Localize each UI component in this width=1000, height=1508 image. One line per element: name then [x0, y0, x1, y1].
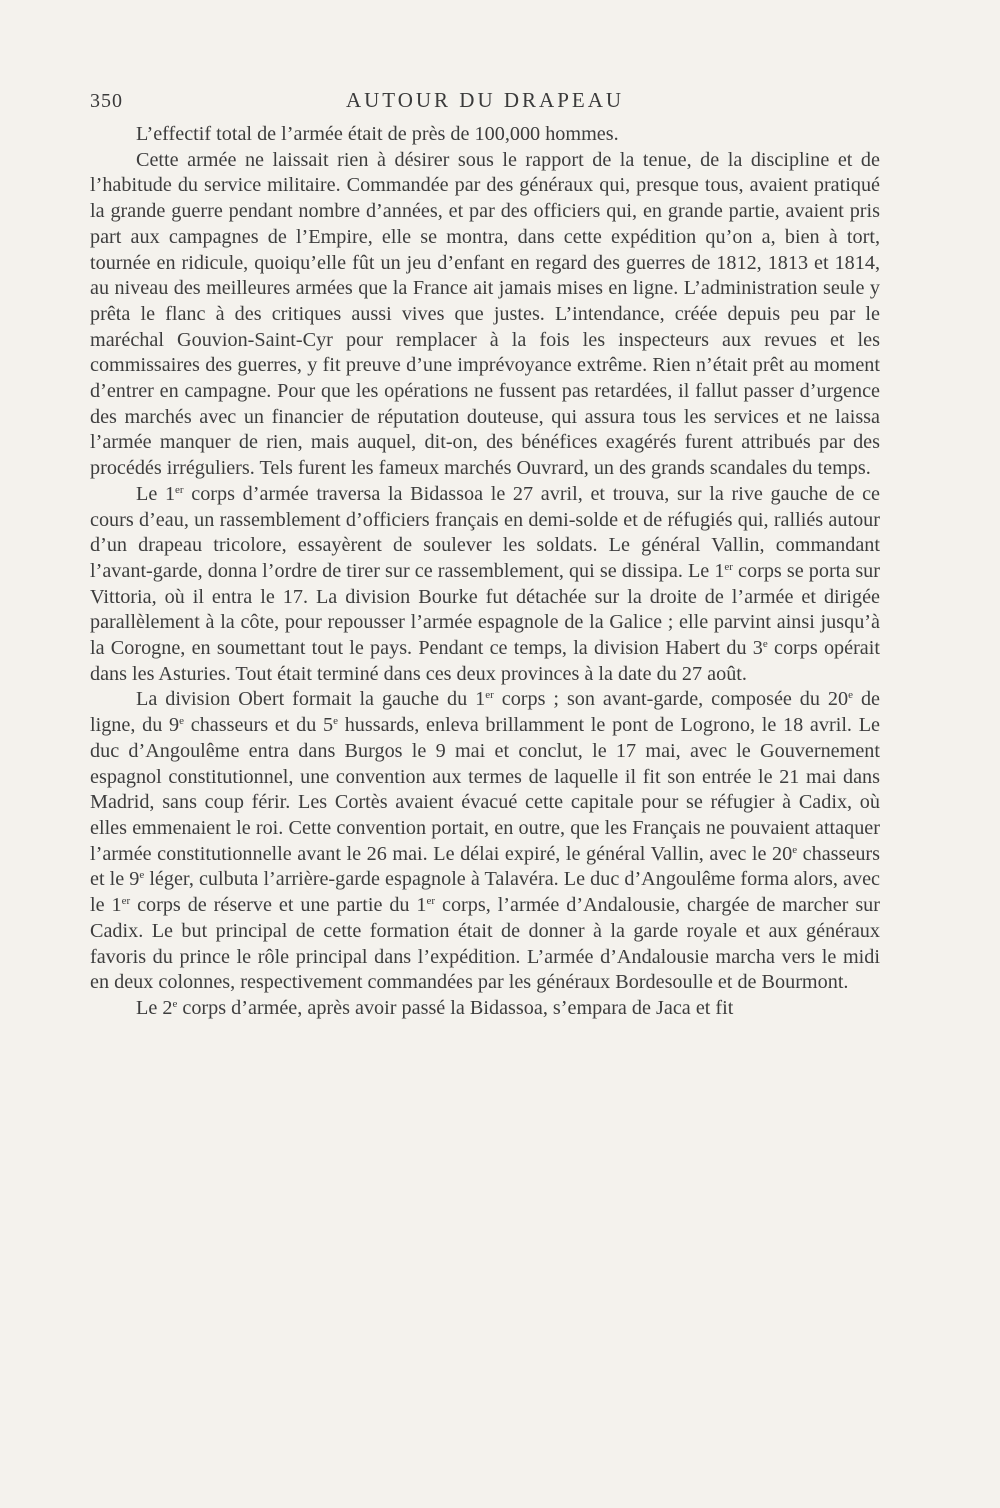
- text-run: corps d’armée, après avoir passé la Bidassoa, s’empara de Jaca et fit: [177, 996, 734, 1019]
- text-run: corps de réserve et une partie du 1: [130, 894, 427, 917]
- ordinal-superscript: er: [485, 689, 494, 702]
- paragraph: [90, 482, 880, 688]
- page-header: [90, 84, 880, 114]
- text-run: Cette armée ne laissait rien à désirer sous le rapport de la tenue, de la discipline et de l’habitude du service militaire. Commandée par des généraux qui, presque tous, avaient pratiqué la grande guerre pendant nombre d’années, et par des officiers qui, en grande partie, avaient pris part aux campagnes de l’Empire, elle se montra, dans cette expédition qu’on a, bien à tort, tournée en ridicule, quoiqu’elle fût un jeu d’enfant en regard des guerres de 1812, 1813 et 1814, au niveau des meilleures armées que la France ait jamais mises en ligne. L’administration seule y prêta le flanc à des critiques aussi vives que justes. L’intendance, créée depuis peu par le maréchal Gouvion-Saint-Cyr pour remplacer à la fois les inspecteurs aux revues et les commissaires des guerres, y fit preuve d’une imprévoyance extrême. Rien n’était prêt au moment d’entrer en campagne. Pour que les opérations ne fussent pas retardées, il fallut passer d’urgence des marchés avec un financier de réputation douteuse, qui assura tous les services et ne laissa l’armée manquer de rien, mais auquel, dit-on, des bénéfices exagérés furent attribués par des procédés irréguliers. Tels furent les fameux marchés Ouvrard, un des grands scandales du temps.: [90, 148, 880, 480]
- text-run: hussards, enleva brillamment le pont de Logrono, le 18 avril. Le duc d’Angoulême entra dans Burgos le 9 mai et conclut, le 17 mai, avec le Gouvernement espagnol constitutionnel, une convention aux termes de laquelle il fit son entrée le 21 mai dans Madrid, sans coup férir. Les Cortès avaient évacué cette capitale pour se réfugier à Cadix, où elles emmenaient le roi. Cette convention portait, en outre, que les Français ne pouvaient attaquer l’armée constitutionnelle avant le 26 mai. Le délai expiré, le général Vallin, avec le 20: [90, 714, 880, 865]
- ordinal-superscript: e: [848, 689, 854, 702]
- text-run: corps d’armée traversa la Bidassoa le 27 avril, et trouva, sur la rive gauche de ce cours d’eau, un rassemblement d’officiers français en demi-solde et de réfugiés qui, ralliés autour d’un drapeau tricolore, essayèrent de soulever les soldats. Le général Vallin, commandant l’avant-garde, donna l’ordre de tirer sur ce rassemblement, qui se dissipa. Le 1: [90, 482, 880, 582]
- ordinal-superscript: er: [175, 483, 184, 496]
- ordinal-superscript: e: [179, 715, 185, 728]
- text-run: chasseurs et le 9: [90, 842, 880, 891]
- ordinal-superscript: e: [333, 715, 338, 728]
- ordinal-superscript: e: [762, 638, 768, 651]
- text-run: La division Obert formait la gauche du 1: [136, 688, 486, 711]
- ordinal-superscript: e: [139, 869, 145, 882]
- text-run: corps ; son avant-garde, composée du 20: [493, 688, 849, 711]
- text-run: corps se porta sur Vittoria, où il entra le 17. La division Bourke fut détachée sur la droite de l’armée et dirigée parallèlement à la côte, pour repousser l’armée espagnole de la Galice ; elle parvint ainsi jusqu’à la Corogne, en soumettant tout le pays. Pendant ce temps, la division Habert du 3: [90, 559, 880, 660]
- paragraph: [90, 996, 880, 1022]
- text-run: léger, culbuta l’arrière-garde espagnole à Talavéra. Le duc d’Angoulême forma alors, avec le 1: [90, 868, 880, 917]
- text-run: de ligne, du 9: [90, 688, 880, 737]
- page-number: 350: [90, 90, 123, 112]
- ordinal-superscript: er: [121, 895, 131, 908]
- ordinal-superscript: e: [172, 997, 178, 1010]
- text-run: corps, l’armée d’Andalousie, chargée de marcher sur Cadix. Le but principal de cette formation était de donner à la garde royale et aux généraux favoris du prince le rôle principal dans l’expédition. L’armée d’Andalousie marcha vers le midi en deux colonnes, respectivement commandées par les généraux Bordesoulle et de Bourmont.: [90, 894, 880, 994]
- paragraph: [90, 687, 880, 995]
- ordinal-superscript: er: [426, 895, 436, 908]
- text-run: L’effectif total de l’armée était de près de 100,000 hommes.: [136, 123, 619, 145]
- ordinal-superscript: e: [792, 843, 798, 856]
- text-run: Le 1: [136, 482, 176, 505]
- text-run: Le 2: [136, 996, 173, 1019]
- ordinal-superscript: er: [724, 560, 733, 573]
- running-title: AUTOUR DU DRAPEAU: [345, 88, 625, 112]
- paragraph: [90, 122, 880, 148]
- text-run: chasseurs et du 5: [184, 714, 334, 737]
- paragraph: [90, 148, 880, 482]
- text-run: corps opérait dans les Asturies. Tout était terminé dans ces deux provinces à la date du 27 août.: [90, 637, 880, 685]
- body-text: [90, 122, 880, 1022]
